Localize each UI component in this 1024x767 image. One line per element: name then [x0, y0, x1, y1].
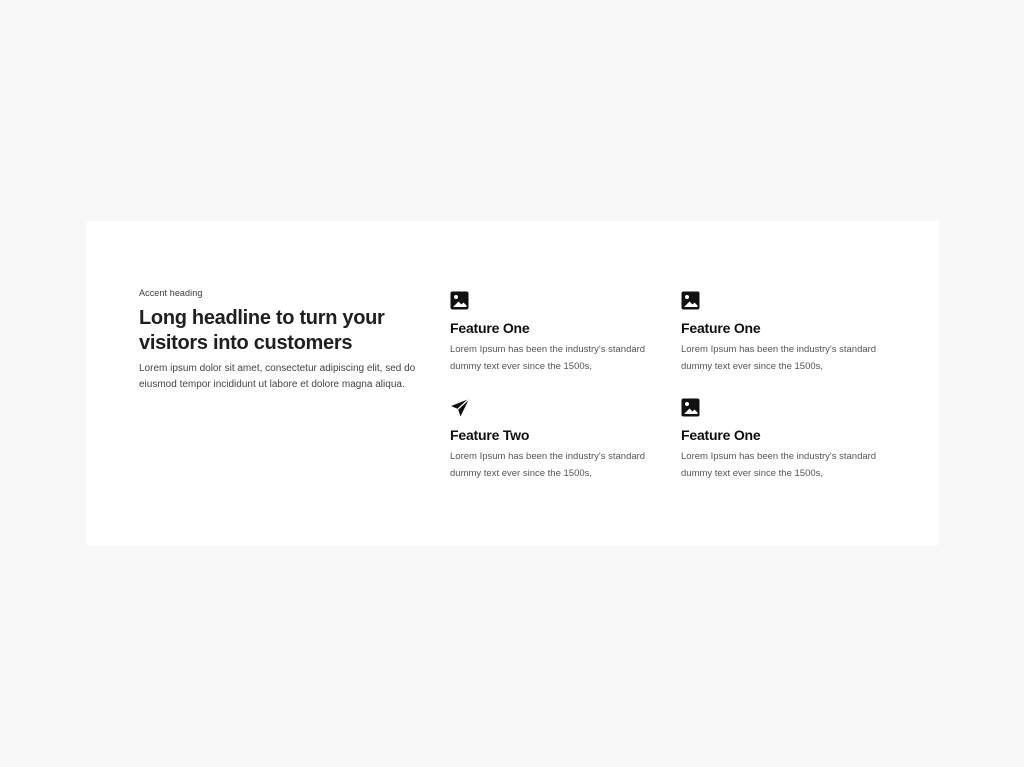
- accent-heading: Accent heading: [139, 288, 203, 298]
- feature-item: [450, 398, 660, 482]
- feature-item: [681, 291, 891, 375]
- feature-description: Lorem Ipsum has been the industry's standard dummy text ever since the 1500s,: [681, 344, 877, 372]
- feature-item: [681, 398, 891, 482]
- image-icon: [450, 291, 470, 311]
- feature-description: Lorem Ipsum has been the industry's standard dummy text ever since the 1500s,: [450, 344, 646, 372]
- intro-block: [139, 288, 439, 393]
- feature-description: Lorem Ipsum has been the industry's standard dummy text ever since the 1500s,: [450, 451, 646, 479]
- feature-description: Lorem Ipsum has been the industry's standard dummy text ever since the 1500s,: [681, 451, 877, 479]
- headline: Long headline to turn your visitors into customers: [139, 307, 385, 354]
- image-icon: [681, 291, 701, 311]
- feature-title: Feature One: [450, 320, 530, 336]
- feature-title: Feature One: [681, 320, 761, 336]
- feature-section-card: [86, 221, 939, 546]
- lead-paragraph: Lorem ipsum dolor sit amet, consectetur adipiscing elit, sed do eiusmod tempor incididunt ut labore et dolore magna aliqua.: [139, 363, 416, 390]
- feature-title: Feature Two: [450, 427, 530, 443]
- feature-item: [450, 291, 660, 375]
- image-icon: [681, 398, 701, 418]
- feature-title: Feature One: [681, 427, 761, 443]
- send-icon: [450, 398, 470, 418]
